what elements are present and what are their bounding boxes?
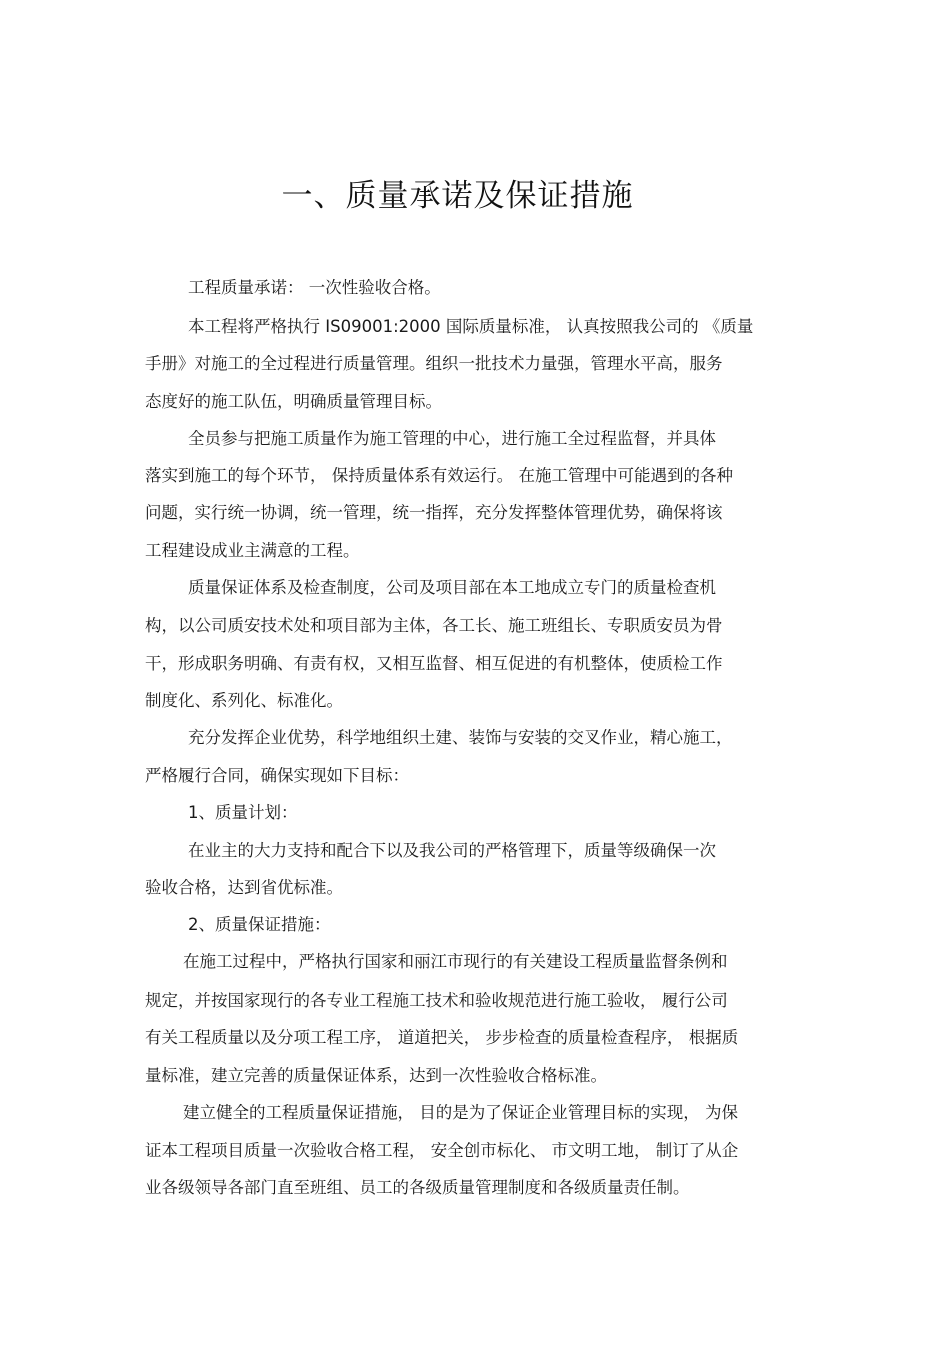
text-line: 证本工程项目质量一次验收合格工程， 安全创市标化、 市文明工地， 制订了从企 (145, 1141, 739, 1160)
text-line: 有关工程质量以及分项工程工序， 道道把关， 步步检查的质量检查程序， 根据质 (145, 1028, 739, 1047)
text-line: 工程质量承诺： 一次性验收合格。 (188, 278, 441, 297)
text-line: 在施工过程中，严格执行国家和丽江市现行的有关建设工程质量监督条例和 (183, 952, 728, 971)
text-line: 建立健全的工程质量保证措施， 目的是为了保证企业管理目标的实现， 为保 (183, 1103, 738, 1122)
section-heading: 2、质量保证措施： (188, 915, 331, 934)
text-line: 量标准，建立完善的质量保证体系，达到一次性验收合格标准。 (145, 1066, 607, 1085)
text-line: 工程建设成业主满意的工程。 (145, 541, 360, 560)
text-line: 业各级领导各部门直至班组、员工的各级质量管理制度和各级质量责任制。 (145, 1178, 690, 1197)
text-line: 手册》对施工的全过程进行质量管理。组织一批技术力量强，管理水平高，服务 (145, 354, 723, 373)
section-heading: 1、质量计划： (188, 803, 298, 822)
text-line: 态度好的施工队伍，明确质量管理目标。 (145, 392, 442, 411)
page-title: 一、质量承诺及保证措施 (281, 178, 634, 214)
text-line: 验收合格，达到省优标准。 (145, 878, 343, 897)
text-line: 充分发挥企业优势，科学地组织土建、装饰与安装的交叉作业，精心施工， (188, 728, 733, 747)
text-line: 构，以公司质安技术处和项目部为主体，各工长、施工班组长、专职质安员为骨 (145, 616, 723, 635)
text-line: 问题，实行统一协调，统一管理，统一指挥，充分发挥整体管理优势，确保将该 (145, 503, 723, 522)
text-line: 在业主的大力支持和配合下以及我公司的严格管理下，质量等级确保一次 (188, 841, 716, 860)
text-line: 干，形成职务明确、有责有权，又相互监督、相互促进的有机整体，使质检工作 (145, 654, 723, 673)
text-line: 制度化、系列化、标准化。 (145, 691, 343, 710)
text-line: 全员参与把施工质量作为施工管理的中心，进行施工全过程监督，并具体 (188, 429, 716, 448)
text-line: 落实到施工的每个环节， 保持质量体系有效运行。 在施工管理中可能遇到的各种 (145, 466, 733, 485)
text-line: 严格履行合同，确保实现如下目标： (145, 766, 409, 785)
text-line: 质量保证体系及检查制度，公司及项目部在本工地成立专门的质量检查机 (188, 578, 716, 597)
text-line: 本工程将严格执行 IS09001:2000 国际质量标准， 认真按照我公司的 《质量 (188, 317, 754, 336)
text-line: 规定，并按国家现行的各专业工程施工技术和验收规范进行施工验收， 履行公司 (145, 991, 728, 1010)
